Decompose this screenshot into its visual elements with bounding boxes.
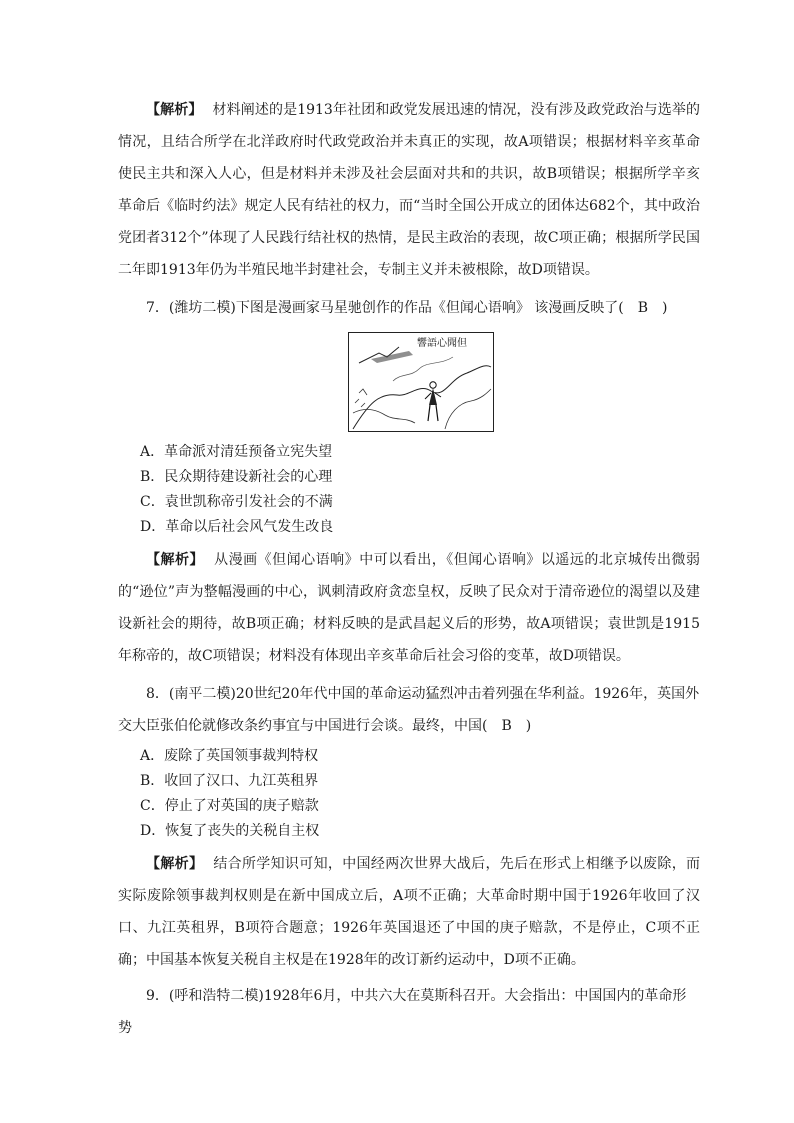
document-body — [118, 94, 700, 1044]
question-7-option-b[interactable]: B．民众期待建设新社会的心理 — [140, 469, 333, 485]
question-8-stem: 8．(南平二模)20世纪20年代中国的革命运动猛烈冲击着列强在华利益。1926年，英国外交大臣张伯伦就修改条约事宜与中国进行会谈。最终，中国( B ) — [118, 686, 700, 734]
analysis-q6-text: 材料阐述的是1913年社团和政党发展迅速的情况，没有涉及政党政治与选举的情况，且结合所学在北洋政府时代政党政治并未真正的实现，故A项错误；根据材料辛亥革命使民主共和深入人心，但是材料并未涉及社会层面对共和的共识，故B项错误；根据所学辛亥革命后《临时约法》规定人民有结社的权力，而“当时全国公开成立的团体达682个，其中政治党团者312个”体现了人民践行结社权的热情，是民主政治的表现，故C项正确；根据所学民国二年即1913年仍为半殖民地半封建社会，专制主义并未被根除，故D项错误。 — [118, 102, 700, 278]
analysis-q6 — [118, 94, 700, 286]
analysis-label: 【解析】 — [146, 856, 204, 872]
question-7-options — [118, 440, 700, 540]
question-8-option-c[interactable]: C．停止了对英国的庚子赔款 — [140, 798, 319, 814]
question-9-stem: 9．(呼和浩特二模)1928年6月，中共六大在莫斯科召开。大会指出：中国国内的革命形势 — [118, 988, 687, 1036]
question-7-option-a[interactable]: A．革命派对清廷预备立宪失望 — [140, 444, 333, 460]
question-8-option-a[interactable]: A．废除了英国领事裁判特权 — [140, 748, 319, 764]
cartoon-caption: 響語心聞但 — [417, 338, 467, 349]
analysis-q7-text: 从漫画《但闻心语响》中可以看出，《但闻心语响》以遥远的北京城传出微弱的“逊位”声为整幅漫画的中心，讽刺清政府贪恋皇权，反映了民众对于清帝逊位的渴望以及建设新社会的期待，故B项正确；材料反映的是武昌起义后的形势，故A项错误；袁世凯是1915年称帝的，故C项错误；材料没有体现出辛亥革命后社会习俗的变革，故D项错误。 — [118, 552, 701, 664]
analysis-q8 — [118, 848, 700, 976]
analysis-label: 【解析】 — [146, 102, 203, 118]
question-7-stem: 7．(潍坊二模)下图是漫画家马星驰创作的作品《但闻心语响》 该漫画反映了( B ) — [146, 300, 668, 316]
question-7-option-d[interactable]: D．革命以后社会风气发生改良 — [140, 519, 334, 535]
question-8-options — [118, 744, 700, 844]
cartoon-drawing — [349, 333, 493, 431]
analysis-q7 — [118, 544, 700, 672]
question-8-option-d[interactable]: D．恢复了丧失的关税自主权 — [140, 823, 320, 839]
question-8-option-b[interactable]: B．收回了汉口、九江英租界 — [140, 773, 319, 789]
analysis-q8-text: 结合所学知识可知，中国经两次世界大战后，先后在形式上相继予以废除，而实际废除领事裁判权则是在新中国成立后，A项不正确；大革命时期中国于1926年收回了汉口、九江英租界，B项符合题意；1926年英国退还了中国的庚子赔款，不是停止，C项不正确；中国基本恢复关税自主权是在1928年的改订新约运动中，D项不正确。 — [118, 856, 701, 968]
question-7-option-c[interactable]: C．袁世凯称帝引发社会的不满 — [140, 494, 333, 510]
cartoon-image — [348, 332, 494, 432]
analysis-label: 【解析】 — [146, 552, 205, 568]
